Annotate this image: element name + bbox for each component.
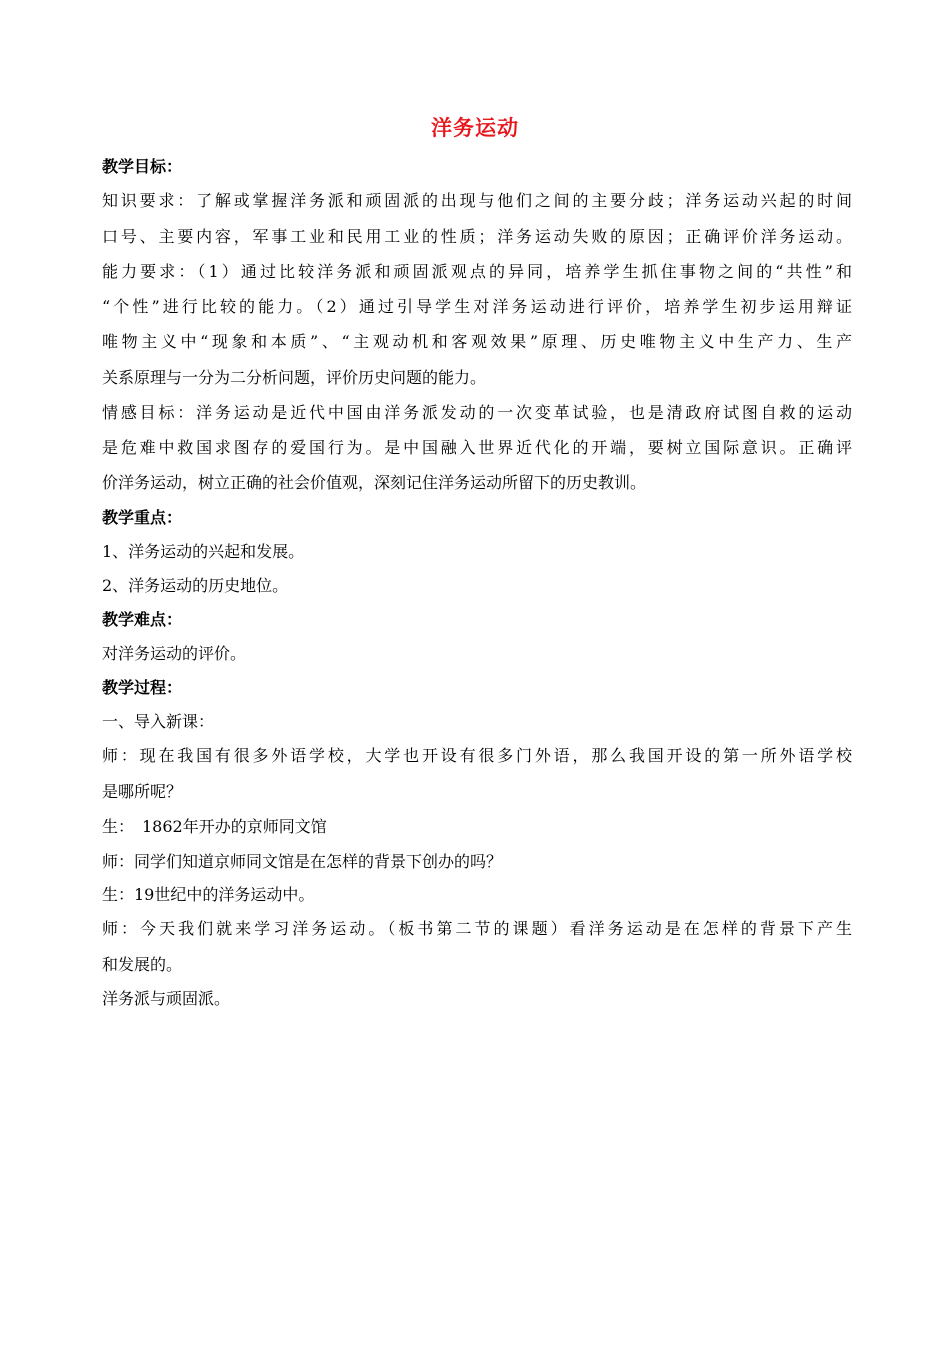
- document-body: [102, 150, 852, 1015]
- emotion-objective-line: 情感目标：洋务运动是近代中国由洋务派发动的一次变革试验，也是清政府试图自救的运动: [102, 403, 852, 422]
- dialogue-student-line: 生： 1862年开办的京师同文馆: [102, 817, 327, 836]
- dialogue-teacher-line: 师：同学们知道京师同文馆是在怎样的背景下创办的吗？: [102, 852, 503, 871]
- dialogue-teacher-line: 师：今天我们就来学习洋务运动。（板书第二节的课题）看洋务运动是在怎样的背景下产生: [102, 919, 852, 938]
- dialogue-teacher-line: 师：现在我国有很多外语学校，大学也开设有很多门外语，那么我国开设的第一所外语学校: [102, 746, 852, 765]
- knowledge-requirement-line: 口号、主要内容，军事工业和民用工业的性质；洋务运动失败的原因；正确评价洋务运动。: [102, 227, 852, 246]
- difficulty-heading: 教学难点：: [102, 610, 183, 629]
- intro-line: 一、导入新课：: [102, 712, 215, 731]
- knowledge-requirement-line: 知识要求：了解或掌握洋务派和顽固派的出现与他们之间的主要分歧；洋务运动兴起的时间: [102, 191, 852, 210]
- ability-requirement-line: 唯物主义中“现象和本质”、“主观动机和客观效果”原理、历史唯物主义中生产力、生产: [102, 332, 852, 351]
- dialogue-teacher-line: 和发展的。: [102, 955, 183, 974]
- process-heading: 教学过程：: [102, 678, 183, 697]
- emotion-objective-line: 价洋务运动，树立正确的社会价值观，深刻记住洋务运动所留下的历史教训。: [102, 473, 647, 492]
- ability-requirement-line: 能力要求：（1）通过比较洋务派和顽固派观点的异同，培养学生抓住事物之间的“共性”和: [102, 262, 852, 281]
- key-points-heading: 教学重点：: [102, 508, 183, 527]
- page-title: 洋务运动: [431, 116, 519, 140]
- key-point-item: 1、洋务运动的兴起和发展。: [102, 542, 305, 561]
- closing-line: 洋务派与顽固派。: [102, 989, 231, 1008]
- dialogue-student-line: 生：19世纪中的洋务运动中。: [102, 885, 315, 904]
- ability-requirement-line: “个性”进行比较的能力。（2）通过引导学生对洋务运动进行评价，培养学生初步运用辩证: [102, 297, 852, 316]
- key-point-item: 2、洋务运动的历史地位。: [102, 576, 289, 595]
- objectives-heading: 教学目标：: [102, 157, 183, 176]
- ability-requirement-line: 关系原理与一分为二分析问题，评价历史问题的能力。: [102, 368, 487, 387]
- emotion-objective-line: 是危难中救国求图存的爱国行为。是中国融入世界近代化的开端，要树立国际意识。正确评: [102, 438, 852, 457]
- dialogue-teacher-line: 是哪所呢？: [102, 782, 183, 801]
- difficulty-item: 对洋务运动的评价。: [102, 644, 247, 663]
